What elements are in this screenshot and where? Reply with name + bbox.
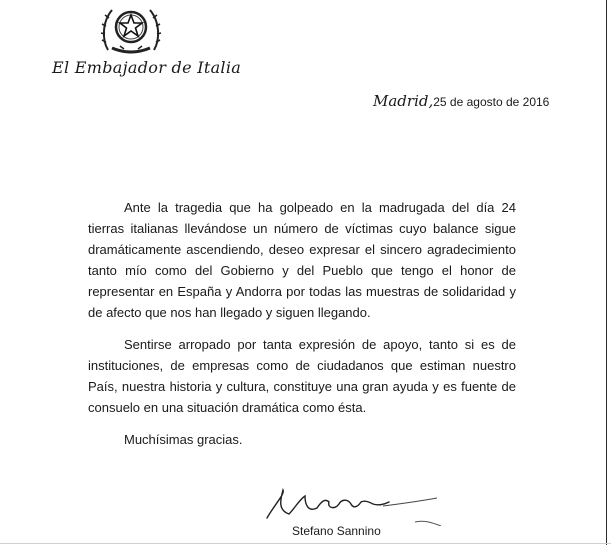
page-edge-right bbox=[606, 0, 607, 545]
dateline bbox=[373, 92, 549, 111]
dateline-city: Madrid, bbox=[373, 92, 434, 110]
body-paragraph: Ante la tragedia que ha golpeado en la madrugada del día 24 tierras italianas llevándose un número de víctimas cuyo balance sigue dramáticamente ascendiendo, deseo expresar el sincero agradecimiento tanto mío como del Gobierno y del Pueblo que tengo el honor de representar en España y Andorra por todas las muestras de solidaridad y de afecto que nos han llegado y siguen llegando. bbox=[88, 200, 516, 320]
closing-line: Muchísimas gracias. bbox=[124, 432, 243, 447]
body-paragraph: Sentirse arropado por tanta expresión de apoyo, tanto si es de instituciones, de empresas como de ciudadanos que estiman nuestro País, nuestra historia y cultura, constituye una gran ayuda y es fuente de consuelo en una situación dramática como ésta. bbox=[88, 337, 516, 415]
ambassador-title: El Embajador de Italia bbox=[52, 58, 242, 77]
letter-body bbox=[88, 197, 516, 461]
page-edge-bottom bbox=[0, 543, 611, 544]
dateline-date: 25 de agosto de 2016 bbox=[433, 95, 550, 109]
handwritten-signature-icon bbox=[265, 486, 445, 526]
signer-name: Stefano Sannino bbox=[292, 524, 381, 538]
italian-republic-emblem-icon bbox=[100, 2, 162, 56]
